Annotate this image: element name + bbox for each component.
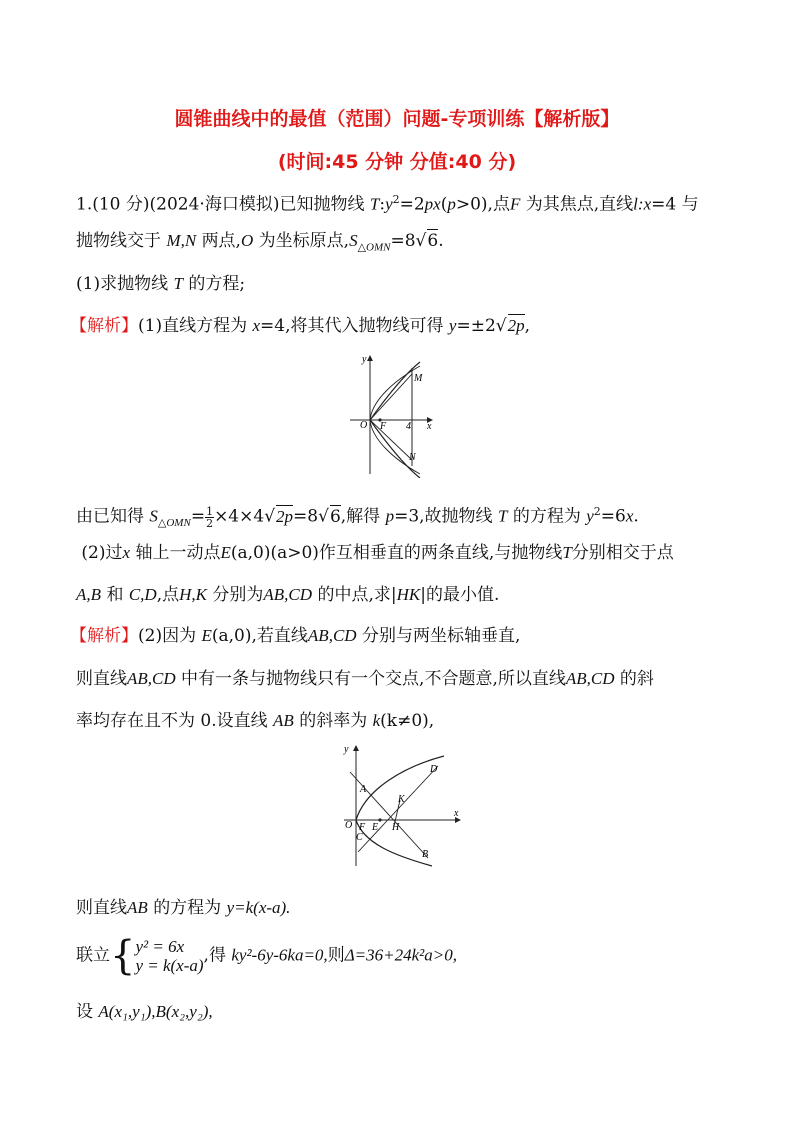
system-brace: { (110, 933, 136, 979)
fig2-O-label: O (345, 820, 353, 831)
fig1-M-label: M (414, 373, 423, 384)
part2-solution-line-5: 联立{ y² = 6x y = k(x-a) ,得 ky²-6y-6ka=0,则Δ=36+24k²a>0, (76, 933, 457, 979)
fig1-y-label: y (362, 354, 367, 365)
part1-result-line: 由已知得 $S_{\triangle OMN}=$ $\frac{1}{2}$ ×4×4√2p=8√6,解得 p=3,故抛物线 T 的方程为 $y^2=6x$. (76, 504, 639, 530)
analysis-tag: 【解析】 (70, 316, 138, 336)
problem-line-2: 抛物线交于 M,N 两点,O 为坐标原点$,S_{\triangle OMN}=8√6$. (76, 231, 444, 254)
one-half-fraction: $\frac{1}{2}$ (206, 504, 214, 530)
fig2-H-label: H (392, 822, 400, 833)
fig1-4-label: 4 (406, 421, 411, 432)
part2-solution-line-3: 率均存在且不为 0.设直线 AB 的斜率为 k(k≠0), (76, 711, 435, 731)
part2-solution-line-1: 【解析】(2)因为 E(a,0),若直线AB,CD 分别与两坐标轴垂直, (70, 626, 521, 646)
part1-question: (1)求抛物线 T 的方程; (76, 274, 246, 294)
segment-OM (370, 374, 412, 420)
fig1-F-label: F (380, 421, 387, 432)
fig2-E-label: E (372, 822, 379, 833)
fig2-x-label: x (454, 808, 459, 819)
fig2-K-label: K (398, 794, 405, 805)
fig2-F-label: F (359, 822, 366, 833)
part2-solution-line-6: 设 A(x₁,y₁),B(x₂,y₂), (76, 1002, 213, 1022)
part2-solution-line-2: 则直线AB,CD 中有一条与抛物线只有一个交点,不合题意,所以直线AB,CD 的斜 (76, 669, 654, 689)
page-title: 圆锥曲线中的最值（范围）问题-专项训练【解析版】 (174, 108, 620, 130)
fig2-A-label: A (360, 784, 367, 795)
analysis-tag-2: 【解析】 (70, 626, 138, 646)
page-subtitle: (时间:45 分钟 分值:40 分) (277, 151, 517, 173)
parabola-figure-2 (336, 740, 468, 868)
parabola-figure-1 (340, 350, 440, 478)
fig2-D-label: D (430, 764, 438, 775)
fig2-B-label: B (422, 849, 429, 860)
part2-question-line-2: A,B 和 C,D,点H,K 分别为AB,CD 的中点,求|HK|的最小值. (76, 585, 500, 605)
fig1-O-label: O (360, 420, 368, 431)
fig2-y-label: y (344, 744, 349, 755)
part1-solution-line: 【解析】(1)直线方程为 x=4,将其代入抛物线可得 y=±2√2p, (70, 316, 531, 336)
equation-system: y² = 6x y = k(x-a) (135, 937, 204, 975)
point-E (378, 818, 381, 821)
part2-solution-line-4: 则直线AB 的方程为 y=k(x-a). (76, 898, 291, 918)
fig1-N-label: N (409, 452, 416, 463)
part2-question-line-1: (2)过x 轴上一动点E(a,0)(a>0)作互相垂直的两条直线,与抛物线T分别相交于点 (81, 543, 674, 563)
fig2-C-label: C (356, 832, 363, 843)
problem-line-1: 1.(10 分)(2024·海口模拟)已知抛物线 $T:y^2=2px(p>0)$,点F 为其焦点,直线l:x=4 与 (76, 193, 699, 215)
fig1-x-label: x (427, 421, 432, 432)
